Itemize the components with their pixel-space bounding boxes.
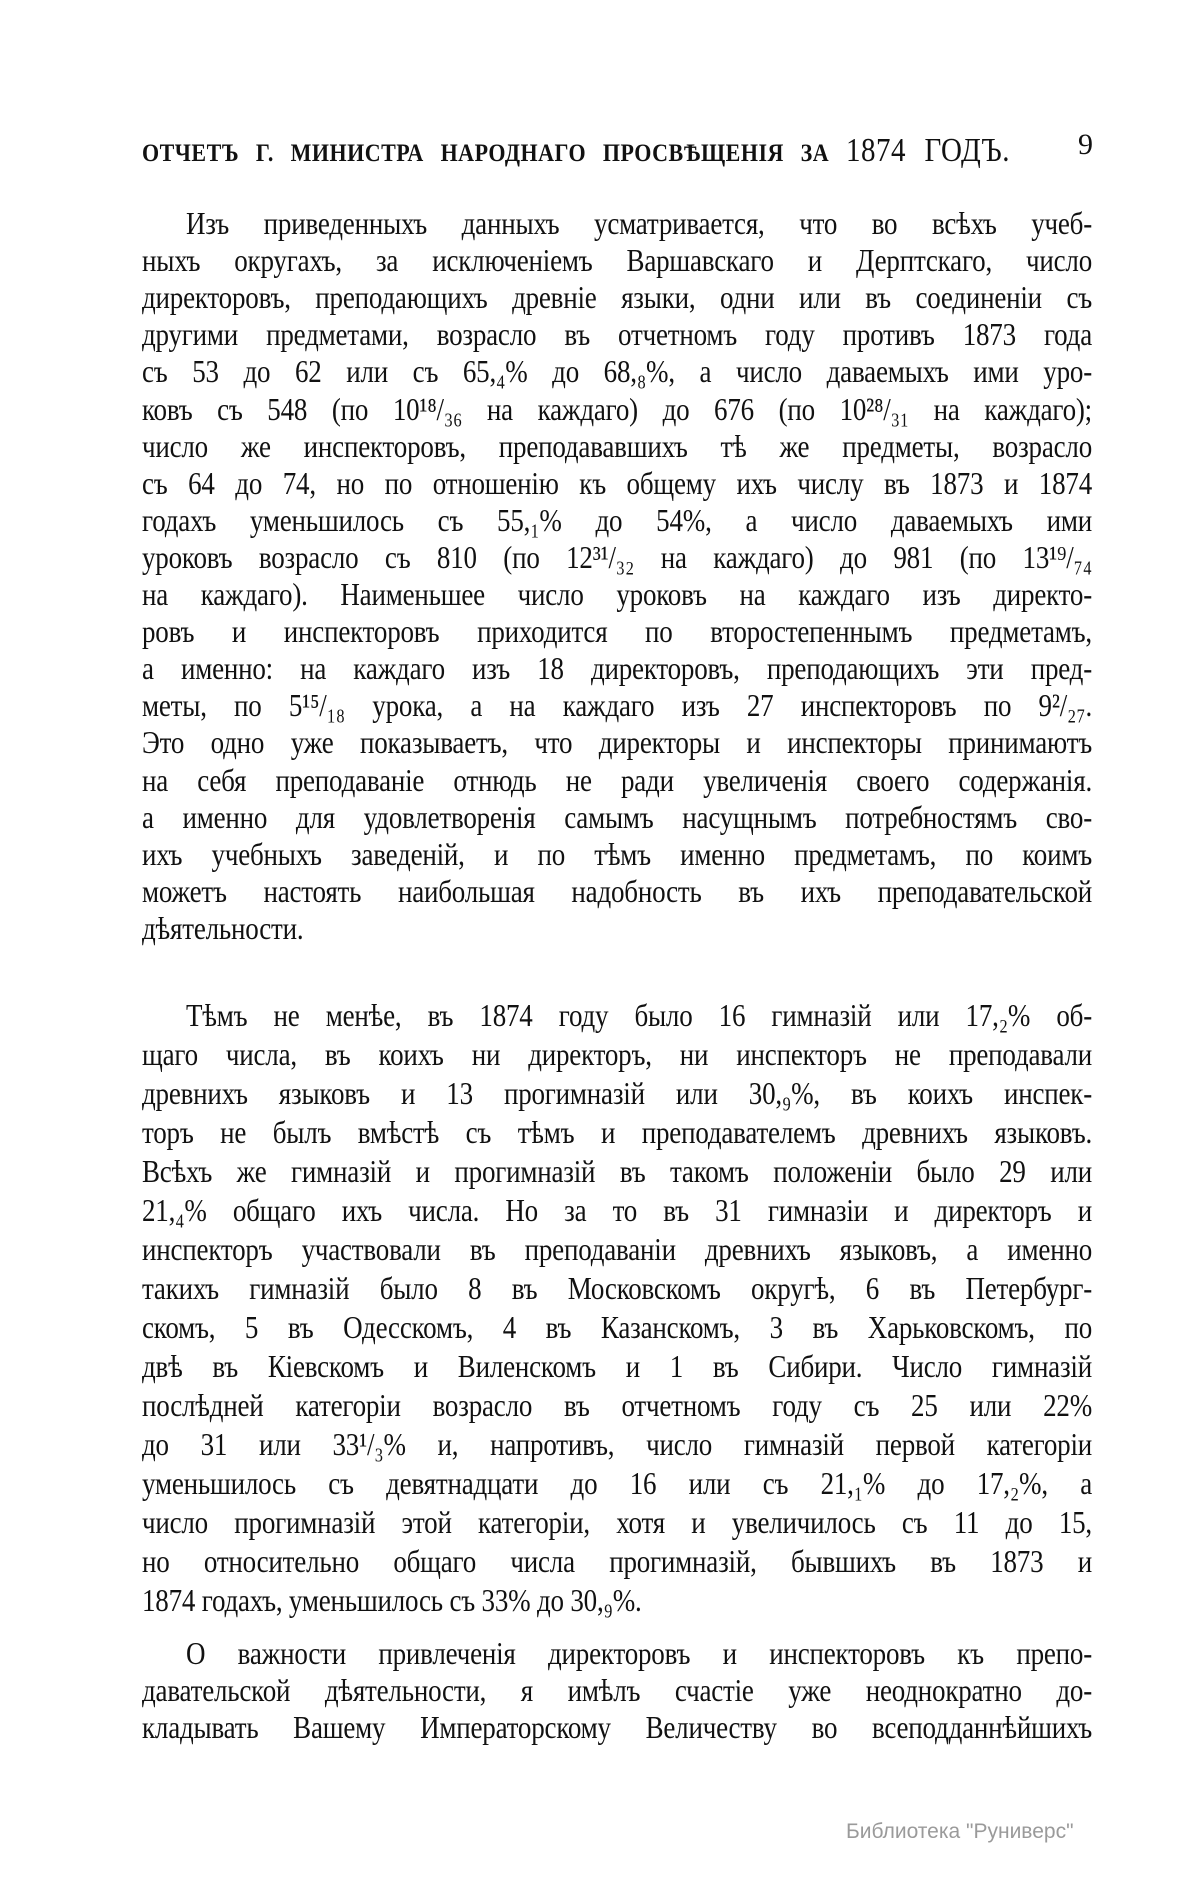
text-line: давательской дѣятельности, я имѣлъ счастіе уже неоднократно до- [142,1672,1092,1709]
text-line: двѣ въ Кіевскомъ и Виленскомъ и 1 въ Сибири. Число гимназій [142,1348,1092,1384]
text-line: скомъ, 5 въ Одесскомъ, 4 въ Казанскомъ, 3 въ Харьковскомъ, по [142,1309,1092,1345]
text-line: а именно для удовлетворенія самымъ насущнымъ потребностямъ сво- [142,799,1092,835]
text-line: Изъ приведенныхъ данныхъ усматривается, что во всѣхъ учеб- [186,205,1092,241]
text-line: щаго числа, въ коихъ ни директоръ, ни инспекторъ не преподавали [142,1036,1092,1072]
page-number: 9 [1078,128,1093,161]
text-line: другими предметами, возрасло въ отчетномъ году противъ 1873 года [142,316,1092,353]
text-line: меты, по 5¹⁵/₁₈ урока, а на каждаго изъ 27 инспекторовъ по 9²/₂₇. [142,687,1092,724]
header-year: 1874 ГОДЪ. [845,132,1010,169]
text-line: ныхъ округахъ, за исключеніемъ Варшавскаго и Дерптскаго, число [142,242,1092,279]
text-line: послѣдней категоріи возрасло въ отчетномъ году съ 25 или 22% [142,1387,1092,1423]
text-line: 1874 годахъ, уменьшилось съ 33% до 30,₉%. [142,1582,642,1618]
text-line: дѣятельности. [142,910,304,946]
text-line: такихъ гимназій было 8 въ Московскомъ округѣ, 6 въ Петербург- [142,1270,1092,1306]
text-line: но относительно общаго числа прогимназій, бывшихъ въ 1873 и [142,1543,1092,1579]
text-line: торъ не былъ вмѣстѣ съ тѣмъ и преподавателемъ древнихъ языковъ. [142,1114,1092,1150]
text-line: 21,₄% общаго ихъ числа. Но за то въ 31 гимназіи и директоръ и [142,1192,1092,1228]
text-line: на себя преподаваніе отнюдь не ради увеличенія своего содержанія. [142,762,1092,798]
text-line: директоровъ, преподающихъ древніе языки, одни или въ соединеніи съ [142,279,1092,316]
text-line: Тѣмъ не менѣе, въ 1874 году было 16 гимназій или 17,₂% об- [186,997,1092,1033]
text-line: О важности привлеченія директоровъ и инспекторовъ къ препо- [186,1635,1092,1671]
running-header [142,132,1010,171]
text-line: можетъ настоять наибольшая надобность въ ихъ преподавательской [142,873,1092,909]
text-line: кладывать Вашему Императорскому Величеству во всеподданнѣйшихъ [142,1709,1092,1746]
text-line: Это одно уже показываетъ, что директоры и инспекторы принимаютъ [142,724,1092,761]
library-watermark: Библиотека "Руниверс" [846,1820,1074,1843]
text-line: съ 53 до 62 или съ 65,₄% до 68,₈%, а число даваемыхъ ими уро- [142,353,1092,390]
text-line: ровъ и инспекторовъ приходится по второстепеннымъ предметамъ, [142,613,1092,650]
text-line: ковъ съ 548 (по 10¹⁸/₃₆ на каждаго) до 676 (по 10²⁸/₃₁ на каждаго); [142,391,1092,427]
text-line: древнихъ языковъ и 13 прогимназій или 30,₉%, въ коихъ инспек- [142,1075,1092,1111]
text-line: число же инспекторовъ, преподававшихъ тѣ же предметы, возрасло [142,428,1092,464]
text-line: инспекторъ участвовали въ преподаваніи древнихъ языковъ, а именно [142,1231,1092,1267]
text-line: Всѣхъ же гимназій и прогимназій въ такомъ положеніи было 29 или [142,1153,1092,1189]
text-line: а именно: на каждаго изъ 18 директоровъ, преподающихъ эти пред- [142,650,1092,687]
text-line: уроковъ возрасло съ 810 (по 12³¹/₃₂ на каждаго) до 981 (по 13¹⁹/₇₄ [142,539,1092,575]
text-line: съ 64 до 74, но по отношенію къ общему ихъ числу въ 1873 и 1874 [142,465,1092,501]
text-line: до 31 или 33¹/₃% и, напротивъ, число гимназій первой категоріи [142,1426,1092,1462]
header-title: ОТЧЕТЪ Г. МИНИСТРА НАРОДНАГО ПРОСВѢЩЕНІЯ ЗА [142,137,830,167]
text-line: ихъ учебныхъ заведеній, и по тѣмъ именно предметамъ, по коимъ [142,836,1092,872]
text-line: число прогимназій этой категоріи, хотя и увеличилось съ 11 до 15, [142,1504,1092,1540]
text-line: на каждаго). Наименьшее число уроковъ на каждаго изъ директо- [142,576,1092,612]
text-line: уменьшилось съ девятнадцати до 16 или съ 21,₁% до 17,₂%, а [142,1465,1092,1501]
text-line: годахъ уменьшилось съ 55,₁% до 54%, а число даваемыхъ ими [142,502,1092,538]
